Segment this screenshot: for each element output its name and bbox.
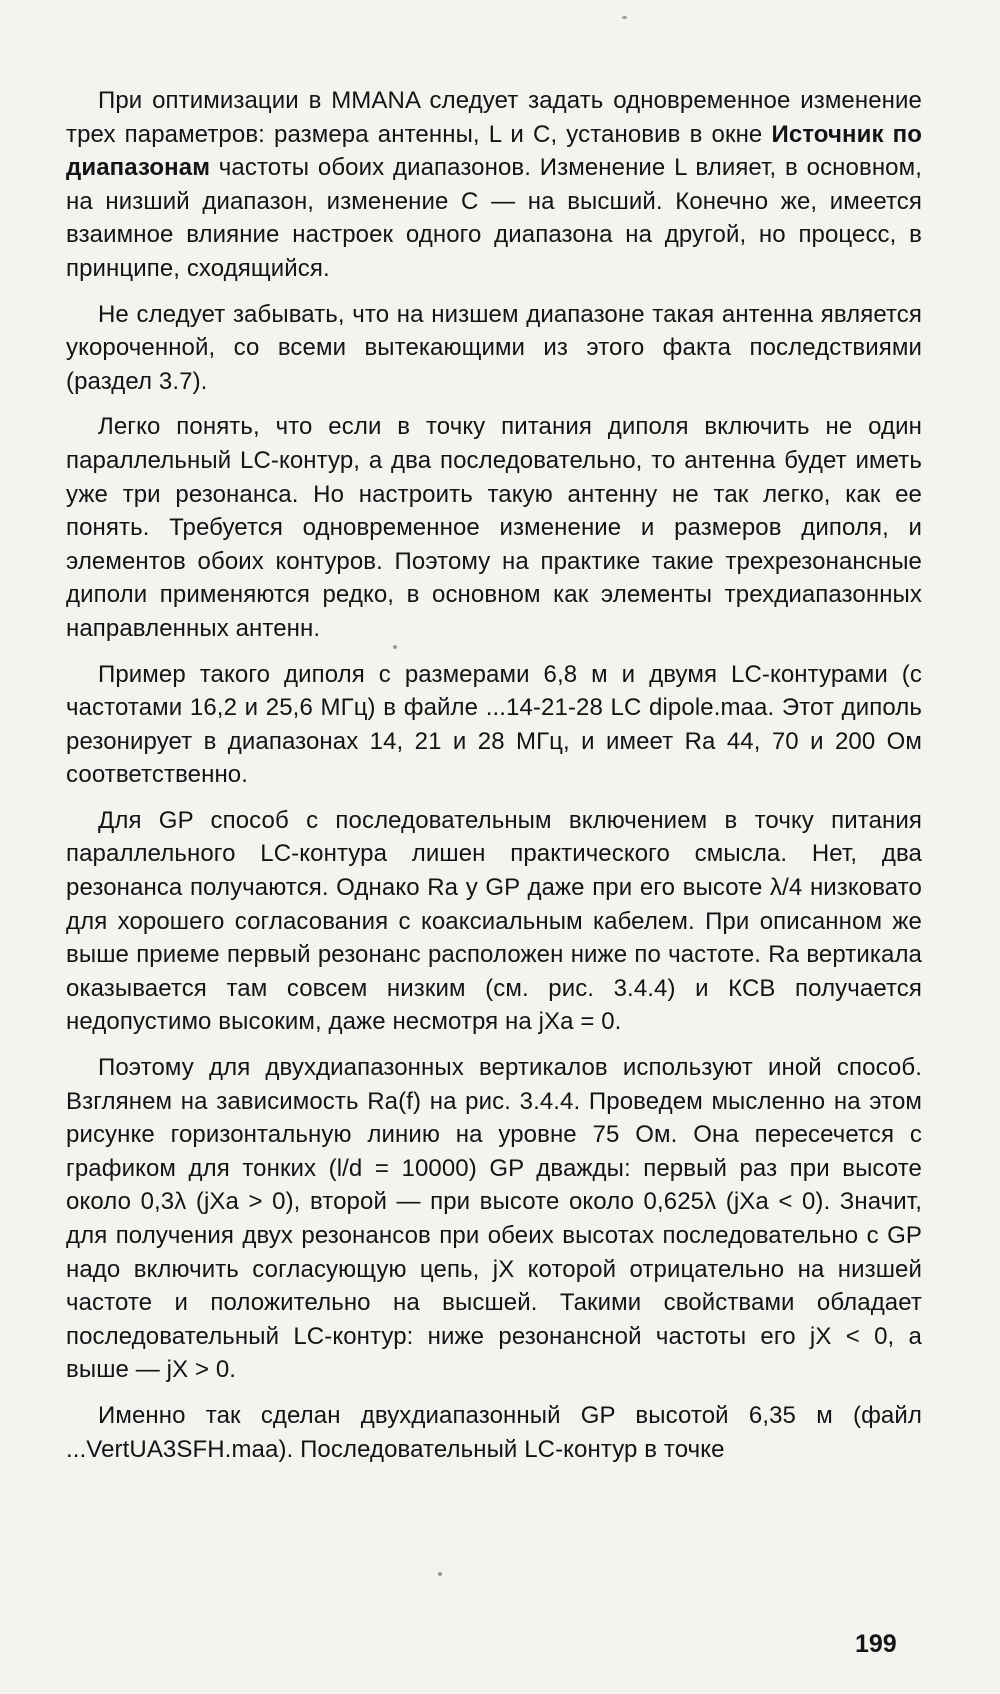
paragraph-2: Не следует забывать, что на низшем диапазоне такая антенна является укороченной, со всеми вытекающими из этого факта последствиями (раздел 3.7). bbox=[66, 300, 922, 395]
paragraph-1-text-b: частоты обоих диапазонов. Изменение L влияет, в основном, на низший диапазон, изменение C — на высший. Конечно же, имеется взаимное влияние настроек одного диапазона на другой, но процесс, в принципе, сходящийся. bbox=[66, 154, 922, 282]
paragraph-1-text-a: При оптимизации в MMANA следует задать одновременное изменение трех параметров: размера антенны, L и C, установив в окне bbox=[66, 87, 922, 148]
paragraph-5: Для GP способ с последовательным включением в точку питания параллельного LC-контура лишен практического смысла. Нет, два резонанса получаются. Однако Ra у GP даже при его высоте λ/4 низковато для хорошего согласования с коаксиальным кабелем. При описанном же выше приеме первый резонанс расположен ниже по частоте. Ra вертикала оказывается там совсем низким (см. рис. 3.4.4) и КСВ получается недопустимо высоким, даже несмотря на jXa = 0. bbox=[66, 806, 922, 1036]
paragraph-4: Пример такого диполя с размерами 6,8 м и двумя LC-контурами (с частотами 16,2 и 25,6 МГц) в файле ...14-21-28 LC dipole.maa. Этот диполь резонирует в диапазонах 14, 21 и 28 МГц, и имеет Ra 44, 70 и 200 Ом соответственно. bbox=[66, 660, 922, 789]
scan-speck bbox=[438, 1572, 442, 1576]
scan-speck bbox=[393, 645, 397, 649]
paragraph-3: Легко понять, что если в точку питания диполя включить не один параллельный LC-контур, а два последовательно, то антенна будет иметь уже три резонанса. Но настроить такую антенну не так легко, как ее понять. Требуется одновременное изменение и размеров диполя, и элементов обоих контуров. Поэтому на практике такие трехрезонансные диполи применяются редко, в основном как элементы трехдиапазонных направленных антенн. bbox=[66, 413, 922, 642]
page-body bbox=[66, 84, 922, 1478]
page-number: 199 bbox=[855, 1630, 897, 1658]
scan-speck bbox=[622, 16, 627, 19]
paragraph-7: Именно так сделан двухдиапазонный GP высотой 6,35 м (файл ...VertUA3SFH.maa). Последовательный LC-контур в точке bbox=[66, 1401, 922, 1463]
window-name-bold: Источник по диапазонам bbox=[66, 120, 923, 182]
paragraph-1 bbox=[66, 84, 922, 286]
paragraph-6: Поэтому для двухдиапазонных вертикалов используют иной способ. Взглянем на зависимость Ra(f) на рис. 3.4.4. Проведем мысленно на этом рисунке горизонтальную линию на уровне 75 Ом. Она пересечется с графиком для тонких (l/d = 10000) GP дважды: первый раз при высоте около 0,3λ (jXa > 0), второй — при высоте около 0,625λ (jXa < 0). Значит, для получения двух резонансов при обеих высотах последовательно с GP надо включить согласующую цепь, jX которой отрицательно на низшей частоте и положительно на высшей. Такими свойствами обладает последовательный LC-контур: ниже резонансной частоты его jX < 0, а выше — jX > 0. bbox=[66, 1054, 922, 1384]
